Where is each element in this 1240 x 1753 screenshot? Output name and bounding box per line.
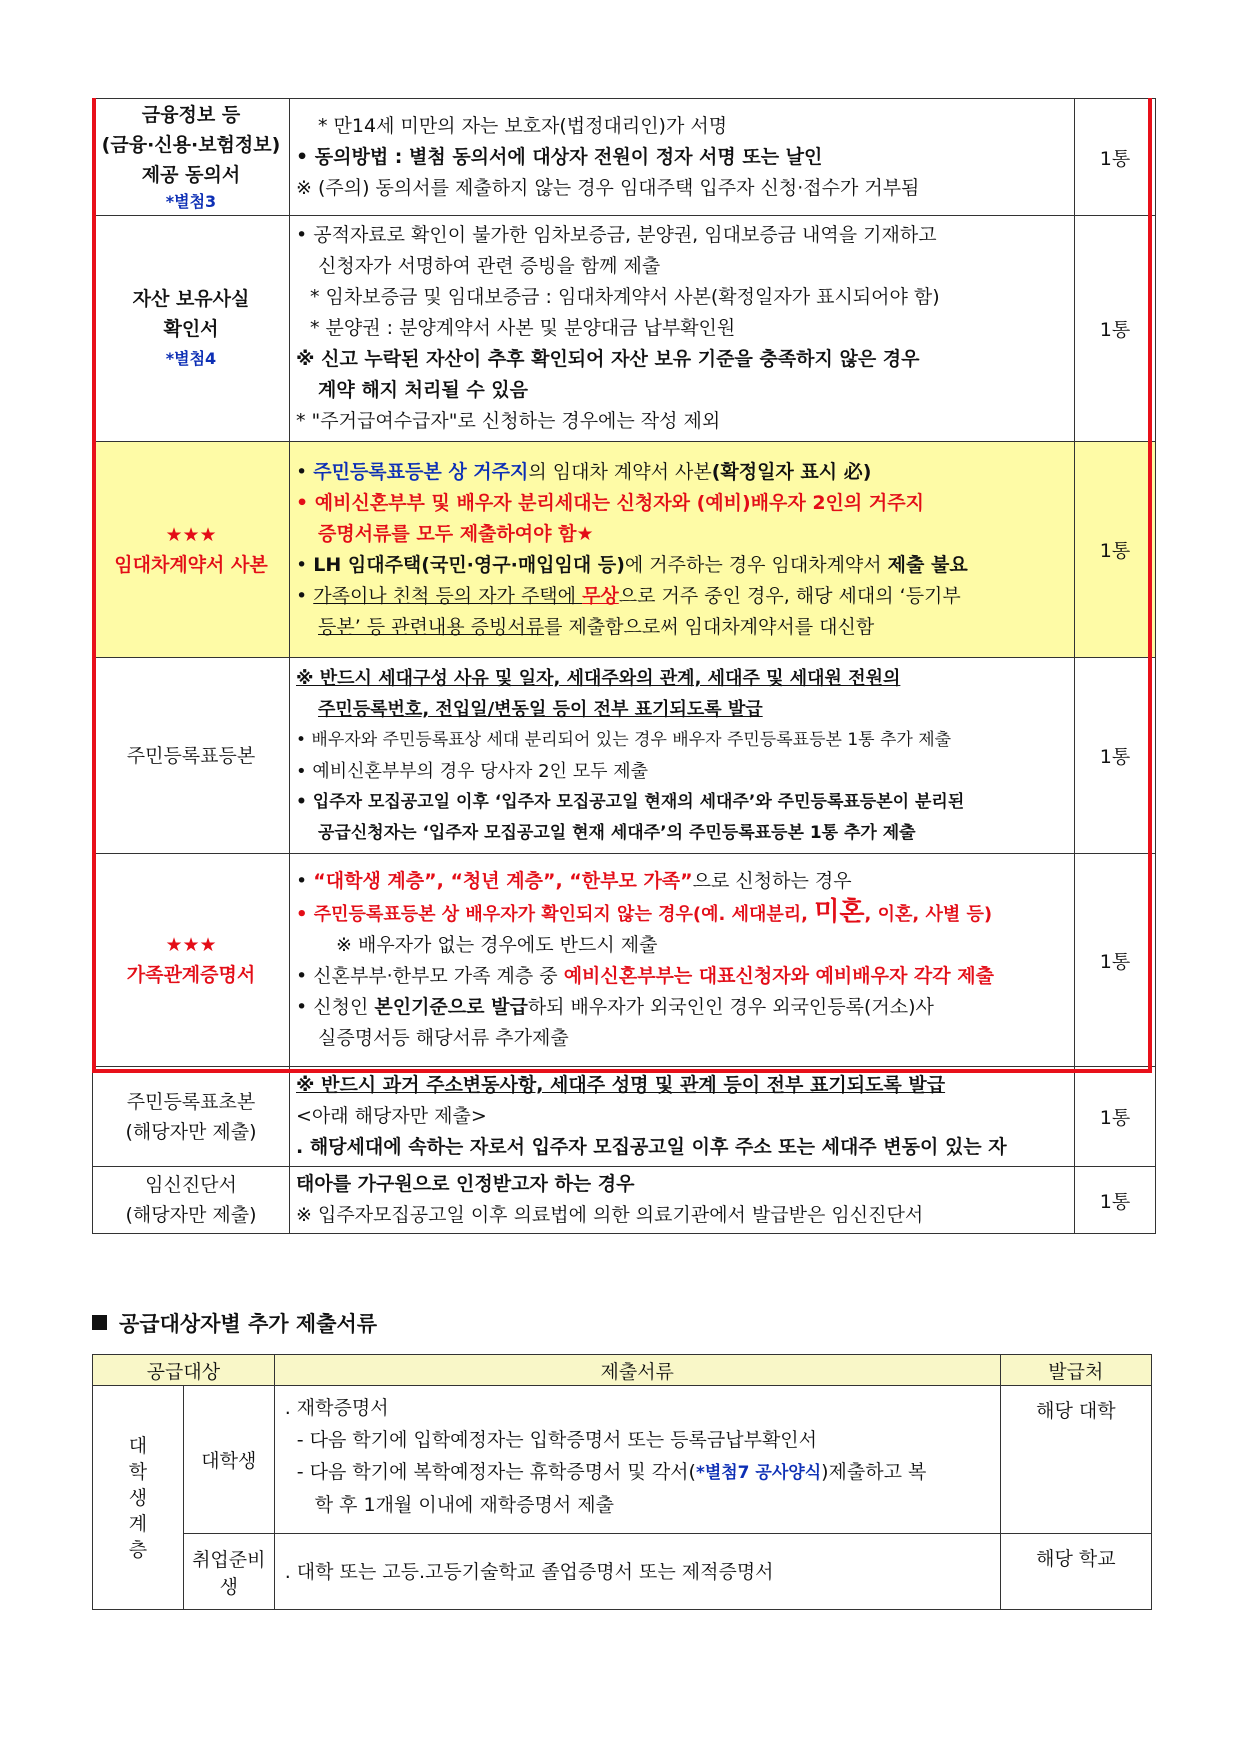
doc-title-cell [93, 442, 290, 658]
description-line: 하되 배우자가 외국인인 경우 외국인등록(거소)사 [527, 996, 934, 1018]
attachment-label: *별첨4 [165, 348, 217, 368]
copy-count: 1통 [1075, 1167, 1156, 1234]
description-line: • 신청인 [296, 996, 375, 1018]
doc-title: 주민등록표등본 [126, 744, 256, 767]
attachment-label: *별첨3 [165, 192, 217, 211]
description-line: 실증명서등 해당서류 추가제출 [318, 1027, 569, 1049]
copy-count: 1통 [1075, 99, 1156, 216]
table-row [93, 1167, 1156, 1234]
doc-title: 임대차계약서 사본 [114, 553, 268, 576]
doc-title-cell [93, 99, 290, 216]
description-line: , 이혼, 사별 등) [864, 904, 993, 925]
star-rating: ★★★ [165, 523, 217, 546]
table-row [93, 854, 1156, 1067]
description-line: 를 제출함으로써 임대차계약서를 대신함 [544, 615, 875, 638]
doc-title: 자산 보유사실 [132, 287, 250, 310]
column-header: 발급처 [1000, 1355, 1151, 1386]
category-cell: 취업준비생 [183, 1534, 274, 1610]
description-line: 의 임대차 계약서 사본 [528, 460, 712, 483]
emphasis-text: (확정일자 표시 必) [711, 460, 872, 483]
description-line: ※ 배우자가 없는 경우에도 반드시 제출 [336, 934, 658, 956]
copy-count: 1통 [1075, 658, 1156, 854]
doc-title: 제공 동의서 [141, 164, 241, 186]
table-row [93, 1067, 1156, 1167]
description-line: 으로 거주 중인 경우, 해당 세대의 ‘등기부 [618, 584, 961, 607]
copy-count: 1통 [1075, 854, 1156, 1067]
table-row [93, 1386, 1152, 1534]
doc-title: 가족관계증명서 [126, 964, 256, 986]
description-line: . 해당세대에 속하는 자로서 입주자 모집공고일 이후 주소 또는 세대주 변동이 있는 자 [296, 1136, 1007, 1158]
description-line: . 대학 또는 고등.고등기술학교 졸업증명서 또는 제적증명서 [284, 1560, 774, 1583]
doc-title: (해당자만 제출) [125, 1120, 257, 1143]
copy-count: 1통 [1075, 1067, 1156, 1167]
square-bullet-icon [92, 1315, 107, 1330]
emphasis-text: 예비신혼부부는 대표신청자와 예비배우자 각각 제출 [563, 965, 994, 987]
table-row [93, 99, 1156, 216]
description-line: 태아를 가구원으로 인정받고자 하는 경우 [296, 1173, 635, 1195]
documents-table-wrapper [92, 98, 1152, 1234]
description-line: 공급신청자는 ‘입주자 모집공고일 현재 세대주’의 주민등록표등본 1통 추가 제출 [318, 822, 916, 843]
description-line: * "주거급여수급자"로 신청하는 경우에는 작성 제외 [296, 410, 721, 432]
copy-count: 1통 [1075, 216, 1156, 442]
description-line: 으로 신청하는 경우 [692, 870, 852, 892]
description-line: * 임차보증금 및 임대보증금 : 임대차계약서 사본(확정일자가 표시되어야 함) [310, 286, 940, 308]
doc-title: 확인서 [163, 317, 219, 340]
table-row [93, 442, 1156, 658]
description-line: 주민등록표등본 상 배우자가 확인되지 않는 경우(예. 세대분리, [313, 904, 815, 925]
description-line: • 공적자료로 확인이 불가한 임차보증금, 분양권, 임대보증금 내역을 기재하고 [296, 224, 937, 246]
description-line: 에 거주하는 경우 임대차계약서 [624, 553, 888, 576]
doc-title-cell [93, 1167, 290, 1234]
description-line: 증명서류를 모두 제출하여야 함★ [318, 522, 594, 545]
doc-title-cell [93, 1067, 290, 1167]
emphasis-text: “대학생 계층”, “청년 계층”, “한부모 가족” [313, 870, 693, 892]
doc-description-cell [290, 1067, 1075, 1167]
emphasis-text: 미혼 [814, 897, 865, 927]
doc-title: (해당자만 제출) [125, 1204, 257, 1226]
description-line: • 예비신혼부부의 경우 당사자 2인 모두 제출 [296, 760, 648, 782]
doc-description-cell [290, 658, 1075, 854]
doc-title: 임신진단서 [145, 1174, 237, 1196]
doc-title: (금융·신용·보험정보) [101, 134, 281, 156]
star-rating: ★★★ [165, 934, 217, 956]
additional-documents-table-wrapper [92, 1354, 1152, 1610]
emphasis-text: 본인기준으로 발급 [374, 996, 528, 1018]
section-heading [92, 1308, 377, 1338]
description-line: 학 후 1개월 이내에 재학증명서 제출 [314, 1494, 614, 1516]
doc-description-cell: • “대학생 계층”, “청년 계층”, “한부모 가족”으로 신청하는 경우 • 주민등록표등본 상 배우자가 확인되지 않는 경우(예. 세대분리, 미혼, 이혼, 사별 등) ※ 배우자가 없는 경우에도 반드시 제출 • 신혼부부·한부모 가족 계층 중 예비신혼부부는 대표신청자와 예비배우자 각각 제출 • 신청인 본인기준으로 발급하되 배우자가 외국인인 경우 외국인등록(거소)사 실증명서등 해당서류 추가제출 [290, 854, 1075, 1067]
doc-title-cell [93, 658, 290, 854]
description-line: - 다음 학기에 복학예정자는 휴학증명서 및 각서( [296, 1461, 696, 1483]
issuer-cell: 해당 학교 [1000, 1534, 1151, 1610]
description-line: 주민등록번호, 전입일/변동일 등이 전부 표기되도록 발급 [318, 698, 763, 720]
doc-description-cell [290, 216, 1075, 442]
emphasis-text: 정자 서명 또는 날인 [655, 145, 823, 168]
attachment-label: *별첨7 공사양식 [695, 1463, 822, 1483]
section-title-text: 공급대상자별 추가 제출서류 [119, 1312, 378, 1336]
doc-title: 금융정보 등 [141, 104, 241, 126]
docs-cell [274, 1386, 1000, 1534]
emphasis-text: 주민등록표등본 상 거주지 [313, 460, 529, 483]
copy-count: 1통 [1075, 442, 1156, 658]
required-documents-table [92, 98, 1156, 1234]
emphasis-text: 무상 [582, 584, 619, 607]
doc-description-cell [290, 99, 1075, 216]
description-line: 예비신혼부부 및 배우자 분리세대는 신청자와 (예비)배우자 2인의 거주지 [314, 491, 924, 514]
table-header-row [93, 1355, 1152, 1386]
doc-description-cell [290, 1167, 1075, 1234]
description-line: 등본’ 등 관련내용 증빙서류 [318, 615, 545, 638]
description-line: * 만14세 미만의 자는 보호자(법정대리인)가 서명 [318, 114, 728, 137]
table-row [93, 658, 1156, 854]
description-line: ※ 신고 누락된 자산이 추후 확인되어 자산 보유 기준을 충족하지 않은 경우 [296, 348, 920, 370]
emphasis-text: LH 임대주택(국민·영구·매입임대 등) [313, 553, 625, 576]
doc-title: 주민등록표초본 [126, 1090, 256, 1113]
category-cell: 대학생 [183, 1386, 274, 1534]
description-line: )제출하고 복 [821, 1461, 927, 1483]
description-line: ※ 반드시 세대구성 사유 및 일자, 세대주와의 관계, 세대주 및 세대원 전원의 [296, 667, 901, 689]
description-line: 신청자가 서명하여 관련 증빙을 함께 제출 [318, 255, 661, 277]
description-line: ※ (주의) 동의서를 제출하지 않는 경우 임대주택 입주자 신청·접수가 거부됨 [296, 176, 920, 199]
doc-title-cell [93, 854, 290, 1067]
additional-documents-table [92, 1354, 1152, 1610]
description-line: 가족이나 친척 등의 자가 주택에 [313, 584, 583, 607]
description-line: . 재학증명서 [284, 1397, 389, 1419]
description-line: <아래 해당자만 제출> [296, 1105, 487, 1127]
group-label [93, 1386, 184, 1610]
doc-title-cell [93, 216, 290, 442]
description-line: * 분양권 : 분양계약서 사본 및 분양대금 납부확인원 [310, 317, 736, 339]
column-header: 공급대상 [93, 1355, 275, 1386]
docs-cell [274, 1534, 1000, 1610]
description-line: 계약 해지 처리될 수 있음 [318, 379, 528, 401]
description-line: • 입주자 모집공고일 이후 ‘입주자 모집공고일 현재의 세대주’와 주민등록표등본이 분리된 [296, 791, 965, 812]
description-line: ※ 입주자모집공고일 이후 의료법에 의한 의료기관에서 발급받은 임신진단서 [296, 1204, 924, 1226]
column-header: 제출서류 [274, 1355, 1000, 1386]
description-line: • 신혼부부·한부모 가족 계층 중 [296, 965, 564, 987]
description-line: ※ 반드시 과거 주소변동사항, 세대주 성명 및 관계 등이 전부 표기되도록 발급 [296, 1074, 946, 1096]
table-row [93, 216, 1156, 442]
doc-description-cell: • 주민등록표등본 상 거주지의 임대차 계약서 사본(확정일자 표시 必) • 예비신혼부부 및 배우자 분리세대는 신청자와 (예비)배우자 2인의 거주지 증명서류를 모두 제출하여야 함★ • LH 임대주택(국민·영구·매입임대 등)에 거주하는 경우 임대차계약서 제출 불요 • 가족이나 친척 등의 자가 주택에 무상으로 거주 중인 경우, 해당 세대의 ‘등기부 등본’ 등 관련내용 증빙서류를 제출함으로써 임대차계약서를 대신함 [290, 442, 1075, 658]
description-line: - 다음 학기에 입학예정자는 입학증명서 또는 등록금납부확인서 [296, 1429, 818, 1451]
emphasis-text: 제출 불요 [887, 553, 968, 576]
description-line: • 동의방법 : 별첨 동의서에 대상자 전원이 [296, 145, 656, 168]
issuer-cell: 해당 대학 [1000, 1386, 1151, 1534]
description-line: • 배우자와 주민등록표상 세대 분리되어 있는 경우 배우자 주민등록표등본 1통 추가 제출 [296, 729, 952, 750]
table-row [93, 1534, 1152, 1610]
group-label-text: 대학생계층 [128, 1434, 148, 1561]
